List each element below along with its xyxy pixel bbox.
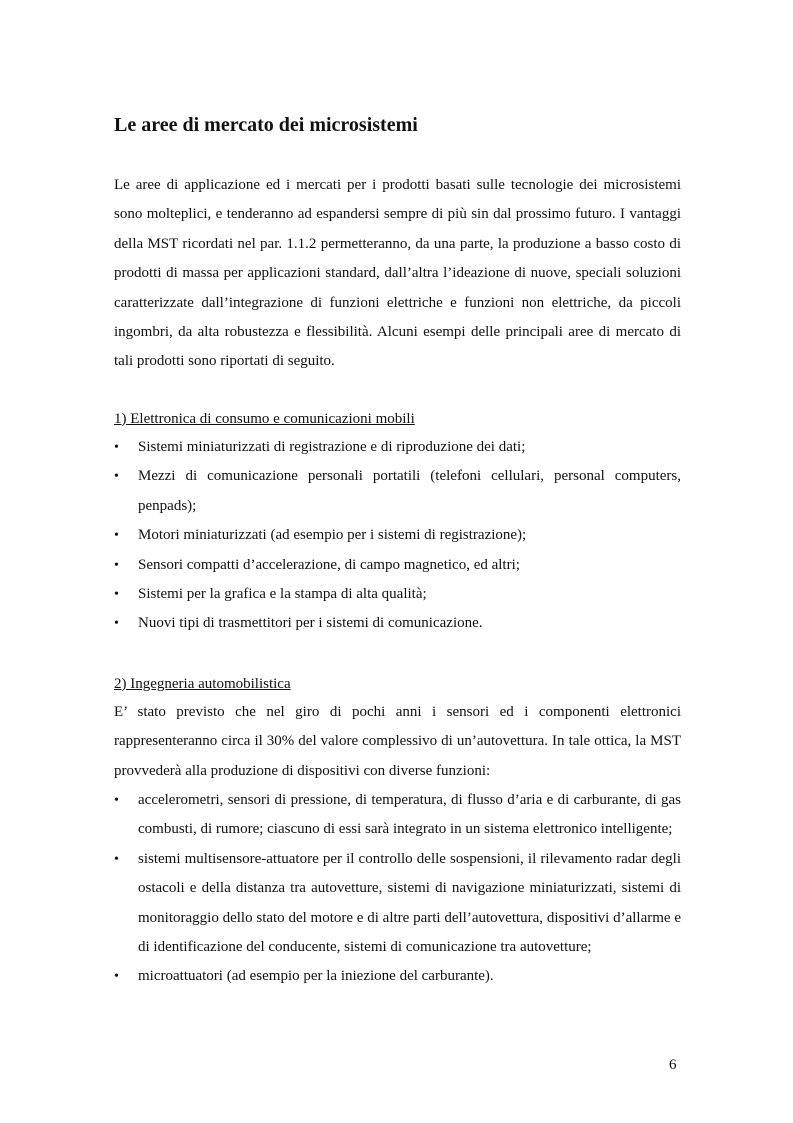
bullet-icon: • (114, 528, 119, 544)
section2-list (114, 786, 681, 992)
bullet-icon: • (114, 587, 119, 603)
bullet-icon: • (114, 969, 119, 985)
section1-heading: 1) Elettronica di consumo e comunicazioni mobili (114, 411, 415, 427)
section-title: Le aree di mercato dei microsistemi (114, 114, 418, 136)
bullet-icon: • (114, 616, 119, 632)
bullet-icon: • (114, 851, 119, 867)
list-item: • Nuovi tipi di trasmettitori per i sistemi di comunicazione. (114, 609, 681, 638)
list-item: • sistemi multisensore-attuatore per il controllo delle sospensioni, il rilevamento radar degli ostacoli e della distanza tra autovetture, sistemi di navigazione miniaturizzati, sistemi di monitoraggio dello stato del motore e di altre parti dell’autovettura, dispositivi d’allarme e di identificazione del conducente, sistemi di comunicazione tra autovetture; (114, 845, 681, 963)
section2-heading: 2) Ingegneria automobilistica (114, 676, 291, 692)
intro-paragraph: Le aree di applicazione ed i mercati per i prodotti basati sulle tecnologie dei microsistemi sono molteplici, e tenderanno ad espandersi sempre di più sin dal prossimo futuro. I vantaggi della MST ricordati nel par. 1.1.2 permetteranno, da una parte, la produzione a basso costo di prodotti di massa per applicazioni standard, dall’altra l’ideazione di nuove, speciali soluzioni caratterizzate dall’integrazione di funzioni elettriche e funzioni non elettriche, da piccoli ingombri, da alta robustezza e flessibilità. Alcuni esempi delle principali aree di mercato di tali prodotti sono riportati di seguito. (114, 177, 681, 370)
section2-paragraph: E’ stato previsto che nel giro di pochi anni i sensori ed i componenti elettronici rappresenteranno circa il 30% del valore complessivo di un’autovettura. In tale ottica, la MST provvederà alla produzione di dispositivi con diverse funzioni: (114, 704, 681, 779)
list-item: • Mezzi di comunicazione personali portatili (telefoni cellulari, personal computers, penpads); (114, 462, 681, 521)
list-item: • Motori miniaturizzati (ad esempio per i sistemi di registrazione); (114, 521, 681, 550)
bullet-icon: • (114, 469, 119, 485)
bullet-icon: • (114, 440, 119, 455)
section1-list (114, 433, 681, 639)
list-item: • microattuatori (ad esempio per la iniezione del carburante). (114, 962, 681, 991)
list-item: • Sensori compatti d’accelerazione, di campo magnetico, ed altri; (114, 551, 681, 580)
bullet-icon: • (114, 557, 119, 573)
list-item: • Sistemi per la grafica e la stampa di alta qualità; (114, 580, 681, 609)
bullet-icon: • (114, 793, 119, 808)
list-item: • Sistemi miniaturizzati di registrazione e di riproduzione dei dati; (114, 433, 681, 462)
list-item: • accelerometri, sensori di pressione, di temperatura, di flusso d’aria e di carburante, di gas combusti, di rumore; ciascuno di essi sarà integrato in un sistema elettronico intelligente; (114, 786, 681, 845)
page-number: 6 (669, 1057, 677, 1073)
